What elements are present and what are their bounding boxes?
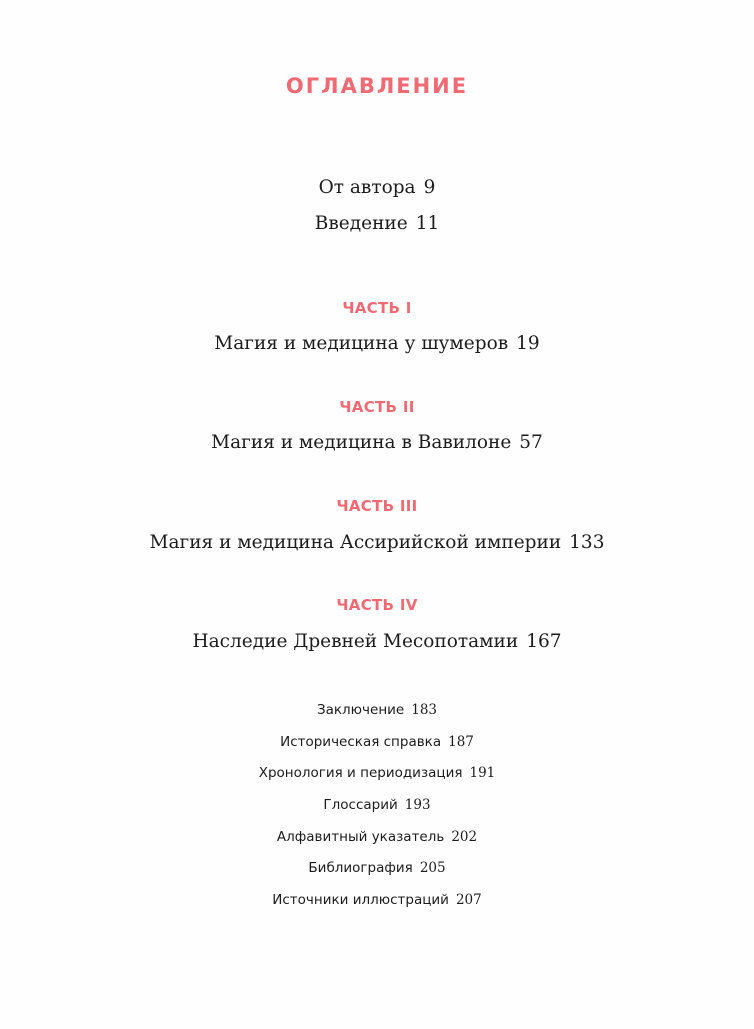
toc-entry-page: 57 [519, 432, 543, 453]
toc-entry-page: 205 [419, 860, 446, 876]
part-3-heading: ЧАСТЬ III [336, 497, 418, 515]
toc-entry-part-3[interactable] [0, 532, 754, 553]
toc-entry-label: Наследие Древней Месопотамии [192, 631, 519, 652]
toc-entry-label: Хронология и периодизация [258, 765, 463, 781]
toc-entry-page: 207 [455, 892, 482, 908]
toc-entry-label: Историческая справка [280, 734, 442, 750]
part-4-heading: ЧАСТЬ IV [336, 596, 418, 614]
toc-entry-page: 167 [526, 631, 562, 652]
toc-entry-part-4[interactable] [0, 631, 754, 652]
toc-entry-author[interactable] [0, 177, 754, 198]
toc-entry-glossary[interactable] [0, 797, 754, 813]
toc-entry-label: Заключение [316, 702, 405, 718]
toc-entry-introduction[interactable] [0, 213, 754, 234]
part-1-heading: ЧАСТЬ I [342, 299, 412, 317]
toc-entry-label: Источники иллюстраций [272, 892, 449, 908]
toc-entry-label: Магия и медицина у шумеров [214, 333, 509, 354]
part-2-heading: ЧАСТЬ II [339, 398, 415, 416]
toc-entry-chronology[interactable] [0, 765, 754, 781]
toc-entry-page: 183 [411, 702, 438, 718]
toc-entry-page: 133 [569, 532, 605, 553]
toc-entry-label: Алфавитный указатель [276, 829, 445, 845]
toc-entry-bibliography[interactable] [0, 860, 754, 876]
toc-entry-page: 11 [415, 213, 440, 234]
toc-entry-label: Магия и медицина Ассирийской империи [149, 532, 562, 553]
toc-entry-page: 193 [404, 797, 431, 813]
toc-entry-index[interactable] [0, 829, 754, 845]
toc-entry-part-2[interactable] [0, 432, 754, 453]
toc-entry-page: 191 [469, 765, 496, 781]
toc-entry-page: 202 [451, 829, 478, 845]
toc-entry-label: Магия и медицина в Вавилоне [211, 432, 512, 453]
toc-entry-illustration-sources[interactable] [0, 892, 754, 908]
toc-title: ОГЛАВЛЕНИЕ [285, 74, 469, 98]
toc-entry-label: Введение [314, 213, 408, 234]
toc-entry-historical-note[interactable] [0, 734, 754, 750]
toc-entry-page: 19 [516, 333, 540, 354]
toc-entry-page: 187 [448, 734, 474, 750]
toc-entry-conclusion[interactable] [0, 702, 754, 718]
toc-entry-part-1[interactable] [0, 333, 754, 354]
toc-entry-label: Глоссарий [323, 797, 398, 813]
toc-entry-label: Библиография [308, 860, 413, 876]
toc-entry-label: От автора [318, 177, 416, 198]
toc-entry-page: 9 [423, 177, 436, 198]
